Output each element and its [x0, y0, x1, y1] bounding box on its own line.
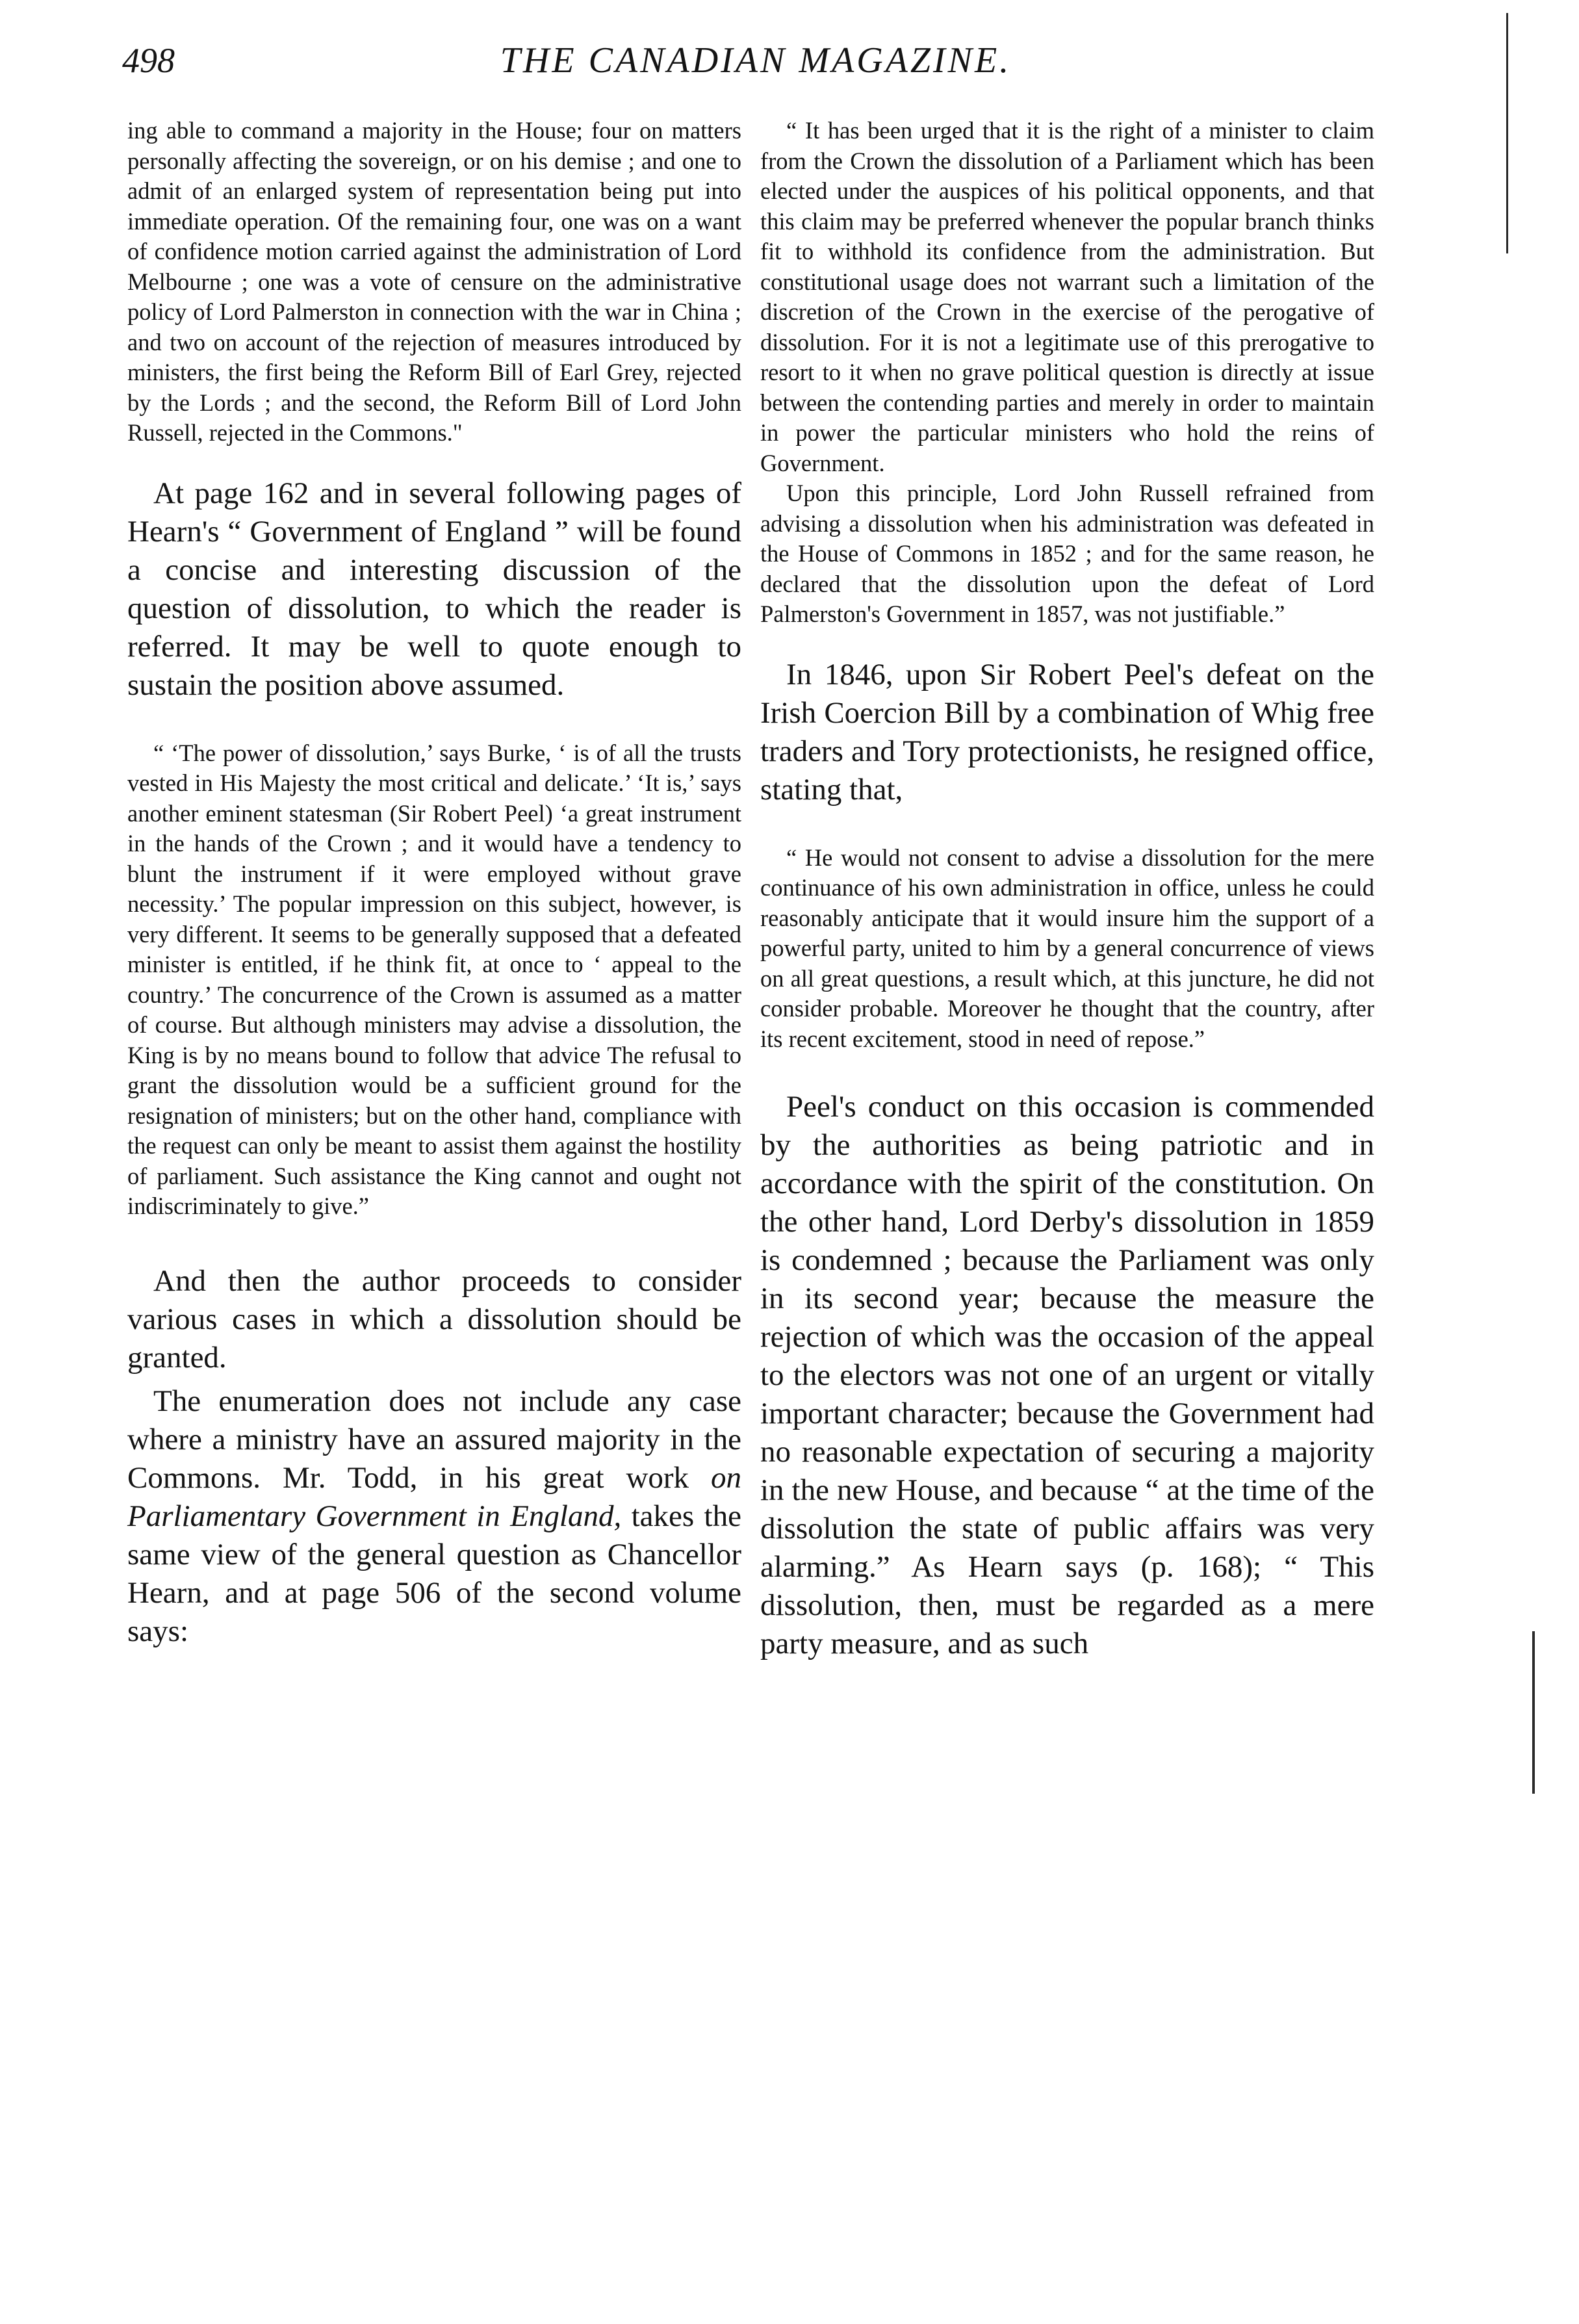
enumeration-text-start: The enumeration does not include any case where a ministry have an assured majority in the Commons. Mr. Todd, in his great work — [127, 1384, 741, 1495]
left-column — [127, 116, 741, 1651]
page-header — [122, 38, 1389, 83]
quote-todd-part-2: Upon this principle, Lord John Russell refrained from advising a dissolution when his administration was defeated in the House of Commons in 1852 ; and for the same reason, he declared that the dissolution upon the defeat of Lord Palmerston's Government in 1857, was not justifiable.” — [760, 480, 1374, 627]
right-column — [760, 116, 1374, 1663]
enumeration-text-end: takes the same view of the general question as Chancellor Hearn, and at page 506 of the second volume says: — [127, 1499, 741, 1648]
quote-continuation: ing able to command a majority in the House; four on matters personally affecting the sovereign, or on his demise ; and one to admit of an enlarged system of representation being put into immediate operation. Of the remaining four, one was on a want of confidence motion carried against the administration of Lord Melbourne ; one was a vote of censure on the administrative policy of Lord Palmerston in connection with the war in China ; and two on account of the rejection of measures introduced by ministers, the first being the Reform Bill of Earl Grey, rejected by the Lords ; and the second, the Reform Bill of Lord John Russell, rejected in the Commons." — [127, 117, 741, 446]
quote-peel: “ He would not consent to advise a dissolution for the mere continuance of his own administration in office, unless he could reasonably anticipate that it would insure him the support of a powerful party, united to him by a general concurrence of views on all great questions, a result which, at this juncture, he did not consider probable. Moreover he thought that the country, after its recent excitement, stood in need of repose.” — [760, 844, 1374, 1052]
margin-rule-top — [1506, 13, 1508, 253]
paragraph-peel-conduct: Peel's conduct on this occasion is commended by the authorities as being patriotic and in accordance with the spirit of the constitution. On the other hand, Lord Derby's dissolution in 1859 is condemned ; because the Parliament was only in its second year; because the measure the rejection of which was the occasion of the appeal to the electors was not one of an urgent or vitally important character; because the Government had no reasonable expectation of securing a majority in the new House, and because “ at the time of the dissolution the state of public affairs was very alarming.” As Hearn says (p. 168); “ This dissolution, then, must be regarded as a mere party measure, and as such — [760, 1090, 1374, 1660]
paragraph-author-proceeds: And then the author proceeds to consider various cases in which a dissolution should be granted. — [127, 1263, 741, 1375]
paragraph-enumeration — [127, 1382, 741, 1651]
page-number: 498 — [122, 41, 175, 80]
quote-todd-part-1: “ It has been urged that it is the right of a minister to claim from the Crown the dissolution of a Parliament which has been elected under the auspices of his political opponents, and that this claim may be preferred whenever the popular branch thinks fit to withhold its confidence from the administration. But constitutional usage does not warrant such a limitation of the discretion of the Crown in the exercise of the perogative of dissolution. For it is not a legitimate use of this prerogative to resort to it when no grave political question is directly at issue between the contending parties and merely in order to maintain in power the particular ministers who hold the reins of Government. — [760, 117, 1374, 476]
enumeration-book-title: on Parliamentary Government in England, — [127, 1460, 741, 1533]
paragraph-hearn-reference: At page 162 and in several following pages of Hearn's “ Government of England ” will be found a concise and interesting discussion of the question of dissolution, to which the reader is referred. It may be well to quote enough to sustain the position above assumed. — [127, 476, 741, 702]
quote-burke-dissolution: “ ‘The power of dissolution,’ says Burke, ‘ is of all the trusts vested in His Majesty the most critical and delicate.’ ‘It is,’ says another eminent statesman (Sir Robert Peel) ‘a great instrument in the hands of the Crown ; and it would have a tendency to blunt the instrument if it were employed without grave necessity.’ The popular impression on this subject, however, is very different. It seems to be generally supposed that a defeated minister is entitled, if he think fit, at once to ‘ appeal to the country.’ The concurrence of the Crown is assumed as a matter of course. But although ministers may advise a dissolution, the King is by no means bound to follow that advice The refusal to grant the dissolution would be a sufficient ground for the resignation of ministers; but on the other hand, compliance with the request can only be meant to assist them against the hostility of parliament. Such assistance the King cannot and ought not indiscriminately to give.” — [127, 739, 741, 1219]
margin-rule-bottom — [1532, 1631, 1535, 1794]
running-head: THE CANADIAN MAGAZINE. — [500, 40, 1012, 81]
paragraph-peel-resignation: In 1846, upon Sir Robert Peel's defeat on the Irish Coercion Bill by a combination of Whig free traders and Tory protectionists, he resigned office, stating that, — [760, 657, 1374, 807]
